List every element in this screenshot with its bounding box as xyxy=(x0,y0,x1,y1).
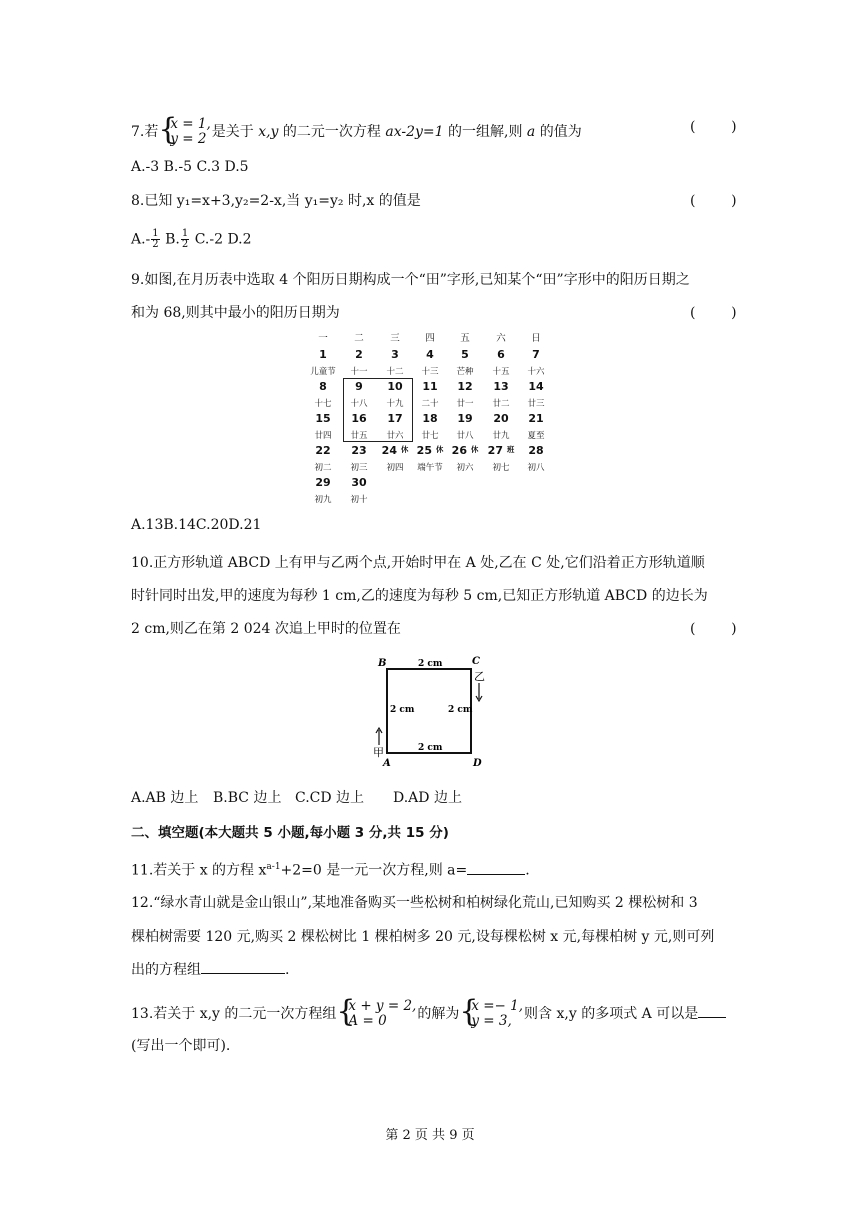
calendar-lunar: 二十 xyxy=(421,399,439,409)
calendar-day: 6 xyxy=(497,348,505,361)
q10-stem-line1: 10.正方形轨道 ABCD 上有甲与乙两个点,开始时甲在 A 处,乙在 C 处,它们沿着正方形轨道顺 xyxy=(131,555,705,571)
calendar-lunar: 廿八 xyxy=(456,431,474,441)
calendar-day: 7 xyxy=(532,348,540,361)
calendar-day: 10 xyxy=(387,380,403,393)
q13-stem: 13.若关于 x,y 的二元一次方程组 { x + y = 2, A = 0 的解为 { x =− 1, y = 3, 则含 x,y 的多项式 A 可以是 xyxy=(131,999,726,1029)
calendar-lunar: 初三 xyxy=(350,463,368,473)
calendar-lunar: 十一 xyxy=(350,367,368,377)
calendar-day: 27 班 xyxy=(487,444,515,457)
calendar-header: 三 xyxy=(390,333,400,344)
q7-answer-paren: ( ) xyxy=(690,119,737,135)
calendar-day: 17 xyxy=(387,412,403,425)
calendar-day: 12 xyxy=(457,380,473,393)
side-length-bottom: 2 cm xyxy=(418,743,443,753)
calendar-day: 13 xyxy=(493,380,509,393)
calendar-lunar: 廿二 xyxy=(492,399,510,409)
calendar-header: 六 xyxy=(496,333,506,344)
calendar-lunar: 十八 xyxy=(350,399,368,409)
q7-stem: 7.若 { x = 1, y = 2 是关于 x,y 的二元一次方程 ax-2y=1 的一组解,则 a 的值为 xyxy=(131,117,582,147)
q10-options xyxy=(131,788,462,808)
tian-selection-box xyxy=(343,378,413,442)
calendar-header: 一 xyxy=(318,333,328,344)
calendar-day: 19 xyxy=(457,412,473,425)
calendar-day: 24 休 xyxy=(381,444,409,457)
square-track-figure xyxy=(368,652,498,772)
calendar-lunar: 初十 xyxy=(350,495,368,505)
calendar-lunar: 廿五 xyxy=(350,431,368,441)
calendar-day: 18 xyxy=(422,412,438,425)
calendar-lunar: 十六 xyxy=(527,367,545,377)
calendar-day: 29 xyxy=(315,476,331,489)
jia-direction-arrow xyxy=(376,728,382,745)
q13-stem-line2: (写出一个即可). xyxy=(131,1038,231,1054)
q7-equation-system: { x = 1, y = 2 xyxy=(159,117,210,147)
q9-options: A.13B.14C.20D.21 xyxy=(131,517,262,533)
calendar-header: 五 xyxy=(460,333,470,344)
point-yi-label: 乙 xyxy=(474,670,485,683)
calendar-day: 11 xyxy=(422,380,438,393)
calendar-lunar: 十三 xyxy=(421,367,439,377)
calendar-day: 2 xyxy=(355,348,363,361)
q8-options: A.- $\frac{1}{2}$ B. $\frac{1}{2}$ C.-2 D.2 xyxy=(131,228,252,250)
rest-day-mark: 休 xyxy=(470,445,479,454)
q11-stem: 11.若关于 x 的方程 $x^{a-1}+2=0$ 是一元一次方程,则 a= . xyxy=(131,857,530,881)
q12-answer-blank[interactable] xyxy=(201,959,285,974)
calendar-day: 30 xyxy=(351,476,367,489)
vertex-label-b: B xyxy=(378,658,387,669)
calendar-lunar: 初九 xyxy=(314,495,332,505)
calendar-day: 3 xyxy=(391,348,399,361)
calendar-day: 1 xyxy=(319,348,327,361)
calendar-lunar: 夏至 xyxy=(527,431,545,441)
q13-solution-system: { x =− 1, y = 3, xyxy=(460,999,523,1029)
q10-option-a: A.AB 边上 xyxy=(131,790,199,806)
q10-stem-line2: 时针同时出发,甲的速度为每秒 1 cm,乙的速度为每秒 5 cm,已知正方形轨道 ABCD 的边长为 xyxy=(131,588,708,604)
calendar-header: 二 xyxy=(354,333,364,344)
calendar-lunar: 十七 xyxy=(314,399,332,409)
q10-stem-line3: 2 cm,则乙在第 2 024 次追上甲时的位置在 xyxy=(131,621,401,637)
q12-stem-line3: 出的方程组 . xyxy=(131,959,289,980)
calendar-lunar: 廿七 xyxy=(421,431,439,441)
calendar-lunar: 初六 xyxy=(456,463,474,473)
side-length-right: 2 cm xyxy=(448,705,473,715)
calendar-lunar: 十五 xyxy=(492,367,510,377)
calendar-lunar: 十九 xyxy=(386,399,404,409)
q10-option-d: D.AD 边上 xyxy=(393,790,462,806)
vertex-label-d: D xyxy=(473,758,482,769)
point-jia-label: 甲 xyxy=(373,746,384,759)
side-length-top: 2 cm xyxy=(418,659,443,669)
calendar-lunar: 初七 xyxy=(492,463,510,473)
calendar-day: 15 xyxy=(315,412,331,425)
q10-option-b: B.BC 边上 xyxy=(213,790,282,806)
calendar-lunar: 廿六 xyxy=(386,431,404,441)
page-footer: 第 2 页 共 9 页 xyxy=(385,1128,475,1143)
calendar-lunar: 廿九 xyxy=(492,431,510,441)
calendar-day: 9 xyxy=(355,380,363,393)
side-length-left: 2 cm xyxy=(390,705,415,715)
calendar-header: 四 xyxy=(425,333,435,344)
calendar-day: 16 xyxy=(351,412,367,425)
q9-stem-line2: 和为 68,则其中最小的阳历日期为 xyxy=(131,305,340,321)
calendar-day: 23 xyxy=(351,444,367,457)
q11-answer-blank[interactable] xyxy=(467,860,525,875)
calendar-day: 26 休 xyxy=(451,444,479,457)
calendar-day: 21 xyxy=(528,412,544,425)
calendar-day: 8 xyxy=(319,380,327,393)
work-day-mark: 班 xyxy=(506,445,515,454)
calendar-lunar: 初四 xyxy=(386,463,404,473)
q12-stem-line2: 棵柏树需要 120 元,购买 2 棵松树比 1 棵柏树多 20 元,设每棵松树 x 元,每棵柏树 y 元,则可列 xyxy=(131,929,715,945)
q8-fraction-b: $\frac{1}{2}$ xyxy=(181,228,189,250)
calendar-lunar: 儿童节 xyxy=(310,367,336,377)
calendar-day: 22 xyxy=(315,444,331,457)
q9-stem-line1: 9.如图,在月历表中选取 4 个阳历日期构成一个“田”字形,已知某个“田”字形中的阳历日期之 xyxy=(131,272,690,288)
calendar-lunar: 初二 xyxy=(314,463,332,473)
q9-answer-paren: ( ) xyxy=(690,305,737,321)
q13-equation-system: { x + y = 2, A = 0 xyxy=(337,999,416,1029)
calendar-lunar: 廿三 xyxy=(527,399,545,409)
q7-options: A.-3 B.-5 C.3 D.5 xyxy=(131,159,249,175)
calendar-lunar: 初八 xyxy=(527,463,545,473)
calendar-lunar: 廿一 xyxy=(456,399,474,409)
calendar-lunar: 端午节 xyxy=(417,463,443,473)
q10-option-c: C.CD 边上 xyxy=(295,790,365,806)
section-heading-fill-in: 二、填空题(本大题共 5 小题,每小题 3 分,共 15 分) xyxy=(131,825,449,841)
calendar-lunar: 廿四 xyxy=(314,431,332,441)
rest-day-mark: 休 xyxy=(400,445,409,454)
yi-direction-arrow xyxy=(476,683,482,701)
vertex-label-c: C xyxy=(472,656,480,667)
q8-answer-paren: ( ) xyxy=(690,193,737,209)
calendar-day: 4 xyxy=(426,348,434,361)
calendar-lunar: 芒种 xyxy=(456,367,474,377)
calendar-header: 日 xyxy=(531,333,541,344)
calendar-day: 25 休 xyxy=(416,444,444,457)
q12-stem-line1: 12.“绿水青山就是金山银山”,某地准备购买一些松树和柏树绿化荒山,已知购买 2 棵松树和 3 xyxy=(131,895,698,911)
vertex-label-a: A xyxy=(383,758,391,769)
calendar-day: 5 xyxy=(461,348,469,361)
rest-day-mark: 休 xyxy=(435,445,444,454)
q8-stem: 8.已知 y₁=x+3,y₂=2-x,当 y₁=y₂ 时,x 的值是 xyxy=(131,193,421,209)
calendar-day: 20 xyxy=(493,412,509,425)
calendar-day: 14 xyxy=(528,380,544,393)
calendar-day: 28 xyxy=(528,444,544,457)
q8-fraction-a: $\frac{1}{2}$ xyxy=(152,228,159,250)
q10-answer-paren: ( ) xyxy=(690,621,737,637)
calendar-lunar: 十二 xyxy=(386,367,404,377)
q13-answer-blank[interactable] xyxy=(698,1003,726,1018)
